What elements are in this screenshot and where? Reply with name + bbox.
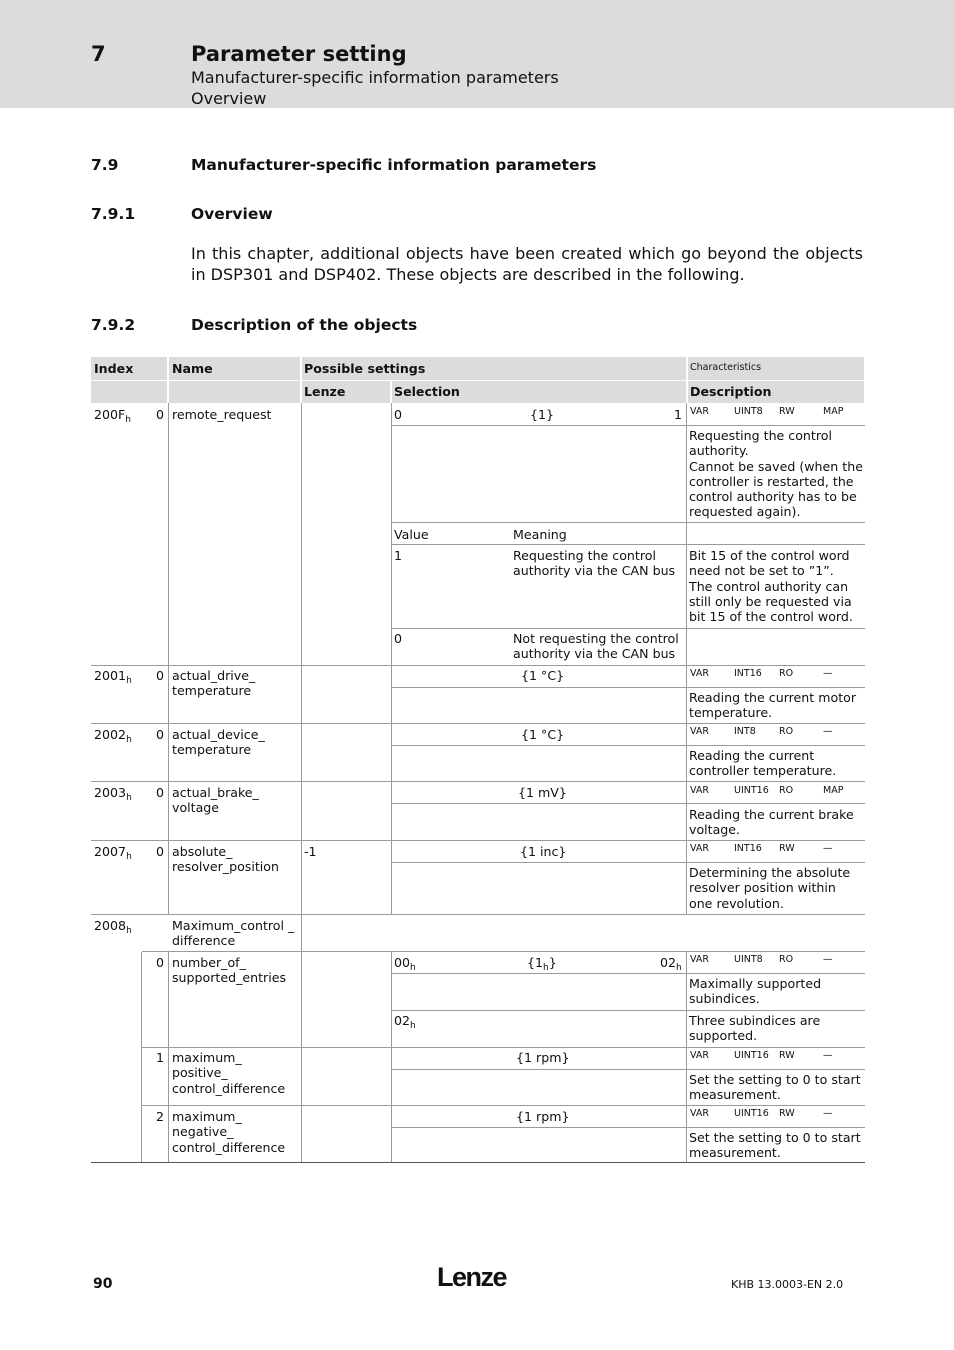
col-header-characteristics: Characteristics <box>690 362 762 373</box>
selection-step: $\{1_h\}$ <box>527 955 557 973</box>
char-type: VAR <box>690 668 709 679</box>
section-title: Manufacturer-specific information parameters <box>191 156 597 174</box>
grid-line <box>391 403 392 915</box>
description-cell: Requesting the control authority. Cannot be saved (when the controller is restarted, the control authority has to be requested again). <box>689 428 863 520</box>
subsection-number: 7.9.1 <box>91 205 136 223</box>
grid-line <box>392 522 687 523</box>
name-cell: maximum_ positive_ control_difference <box>172 1050 286 1096</box>
char-datatype: INT16 <box>734 668 762 679</box>
meaning-cell: Requesting the control authority via the CAN bus <box>513 548 676 579</box>
char-access: RO <box>779 785 794 796</box>
selection-step: {1 rpm} <box>516 1050 570 1065</box>
index-cell: $2001_h$ <box>94 668 132 686</box>
grid-line <box>392 1010 865 1011</box>
col-header-name: Name <box>172 361 213 376</box>
subsection-title: Overview <box>191 205 273 223</box>
subsection-number: 7.9.2 <box>91 316 136 334</box>
char-access: RW <box>779 406 795 417</box>
subindex-cell: 2 <box>156 1109 165 1124</box>
lenze-logo: Lenze <box>437 1262 507 1292</box>
description-cell: Reading the current controller temperature. <box>689 748 837 779</box>
name-cell: actual_drive_ temperature <box>172 668 256 699</box>
description-cell: Determining the absolute resolver position within one revolution. <box>689 865 851 911</box>
description-cell: Set the setting to 0 to start measurement. <box>689 1072 861 1103</box>
char-datatype: UINT8 <box>734 954 763 965</box>
description-cell: Maximally supported subindices. <box>689 976 822 1007</box>
char-mapping: — <box>823 726 833 737</box>
grid-line <box>686 403 687 915</box>
header-band <box>0 0 954 108</box>
selection-max: $02_h$ <box>660 955 682 973</box>
grid-line <box>91 723 865 724</box>
name-cell: maximum_ negative_ control_difference <box>172 1109 286 1155</box>
grid-line <box>392 745 865 746</box>
grid-line <box>392 862 865 863</box>
value-header: Value <box>394 527 429 542</box>
name-cell: Maximum_control _ difference <box>172 918 295 949</box>
col-header-index: Index <box>94 361 134 376</box>
grid-line <box>141 952 142 1162</box>
chapter-number: 7 <box>91 42 106 66</box>
overview-paragraph: In this chapter, additional objects have been created which go beyond the objects in DSP301 and DSP402. These objects are described in the following. <box>191 244 863 284</box>
index-cell: $2008_h$ <box>94 918 132 936</box>
grid-line <box>142 1105 865 1106</box>
char-datatype: INT16 <box>734 843 762 854</box>
name-cell: actual_device_ temperature <box>172 727 265 758</box>
subindex-cell: 0 <box>156 955 165 970</box>
selection-step: {1 rpm} <box>516 1109 570 1124</box>
grid-line <box>91 781 865 782</box>
char-type: VAR <box>690 843 709 854</box>
char-datatype: INT8 <box>734 726 756 737</box>
header-subtitle-2: Overview <box>191 89 267 108</box>
col-header-lenze: Lenze <box>304 384 346 399</box>
description-cell: Three subindices are supported. <box>689 1013 821 1044</box>
grid-line <box>687 522 865 523</box>
grid-line <box>392 1069 865 1070</box>
grid-line <box>686 952 687 1162</box>
subindex-cell: 0 <box>156 668 165 683</box>
subindex-cell: 0 <box>156 844 165 859</box>
subsection-title: Description of the objects <box>191 316 418 334</box>
grid-line <box>168 403 169 915</box>
name-cell: remote_request <box>172 407 272 422</box>
index-cell: $200F_h$ <box>94 407 132 425</box>
index-cell: $2002_h$ <box>94 727 132 745</box>
description-cell: Set the setting to 0 to start measurement. <box>689 1130 861 1161</box>
grid-line <box>392 425 865 426</box>
char-type: VAR <box>690 1108 709 1119</box>
char-datatype: UINT16 <box>734 1050 769 1061</box>
grid-line <box>392 544 865 545</box>
grid-line <box>392 973 865 974</box>
name-cell: absolute_ resolver_position <box>172 844 279 875</box>
char-datatype: UINT8 <box>734 406 763 417</box>
selection-max: 1 <box>674 407 683 422</box>
page-number: 90 <box>93 1276 113 1292</box>
selection-step: {1 °C} <box>521 727 565 742</box>
table-header-cell <box>91 381 167 403</box>
lenze-value: -1 <box>304 844 317 859</box>
char-mapping: MAP <box>823 785 844 796</box>
header-subtitle: Manufacturer-specific information parameters <box>191 68 559 87</box>
char-access: RO <box>779 668 794 679</box>
chapter-title: Parameter setting <box>191 42 407 66</box>
index-cell: $2003_h$ <box>94 785 132 803</box>
char-type: VAR <box>690 1050 709 1061</box>
col-header-selection: Selection <box>394 384 460 399</box>
description-cell: Reading the current brake voltage. <box>689 807 854 838</box>
meaning-cell: Not requesting the control authority via the CAN bus <box>513 631 679 662</box>
value-cell: 0 <box>394 631 403 646</box>
grid-line <box>392 687 865 688</box>
subindex-cell: 0 <box>156 407 165 422</box>
char-datatype: UINT16 <box>734 1108 769 1119</box>
grid-line <box>301 403 302 1162</box>
subindex-cell: 0 <box>156 727 165 742</box>
selection-step: {1} <box>530 407 555 422</box>
value-cell: 1 <box>394 548 403 563</box>
char-mapping: — <box>823 1050 833 1061</box>
char-mapping: — <box>823 954 833 965</box>
grid-line <box>392 1127 865 1128</box>
grid-line <box>391 952 392 1162</box>
grid-line <box>142 951 865 952</box>
name-cell: number_of_ supported_entries <box>172 955 287 986</box>
grid-line <box>91 665 865 666</box>
grid-line <box>392 803 865 804</box>
char-type: VAR <box>690 785 709 796</box>
char-datatype: UINT16 <box>734 785 769 796</box>
name-cell: actual_brake_ voltage <box>172 785 259 816</box>
meaning-header: Meaning <box>513 527 567 542</box>
description-cell: Reading the current motor temperature. <box>689 690 857 721</box>
selection-step: {1 mV} <box>518 785 567 800</box>
char-access: RW <box>779 1050 795 1061</box>
char-type: VAR <box>690 726 709 737</box>
grid-line <box>91 840 865 841</box>
selection-step: {1 inc} <box>520 844 567 859</box>
table-bottom-line <box>91 1162 865 1163</box>
subindex-cell: 1 <box>156 1050 165 1065</box>
selection-min: 0 <box>394 407 403 422</box>
char-mapping: — <box>823 668 833 679</box>
char-access: RW <box>779 843 795 854</box>
grid-line <box>142 1047 865 1048</box>
col-header-description: Description <box>690 384 772 399</box>
grid-line <box>91 914 865 915</box>
char-access: RO <box>779 726 794 737</box>
char-access: RW <box>779 1108 795 1119</box>
section-number: 7.9 <box>91 156 119 174</box>
grid-line <box>168 952 169 1162</box>
index-cell: $2007_h$ <box>94 844 132 862</box>
selection-min: $00_h$ <box>394 955 416 973</box>
selection-step: {1 °C} <box>521 668 565 683</box>
char-type: VAR <box>690 954 709 965</box>
subindex-cell: 0 <box>156 785 165 800</box>
char-mapping: — <box>823 1108 833 1119</box>
char-mapping: — <box>823 843 833 854</box>
char-type: VAR <box>690 406 709 417</box>
value-cell: $02_h$ <box>394 1013 416 1031</box>
table-header-cell <box>169 381 300 403</box>
grid-line <box>392 628 865 629</box>
char-mapping: MAP <box>823 406 844 417</box>
char-access: RO <box>779 954 794 965</box>
description-cell: Bit 15 of the control word need not be set to ”1”. The control authority can still only be requested via bit 15 of the control word. <box>689 548 853 625</box>
document-id: KHB 13.0003-EN 2.0 <box>731 1278 844 1291</box>
col-header-possible-settings: Possible settings <box>304 361 426 376</box>
